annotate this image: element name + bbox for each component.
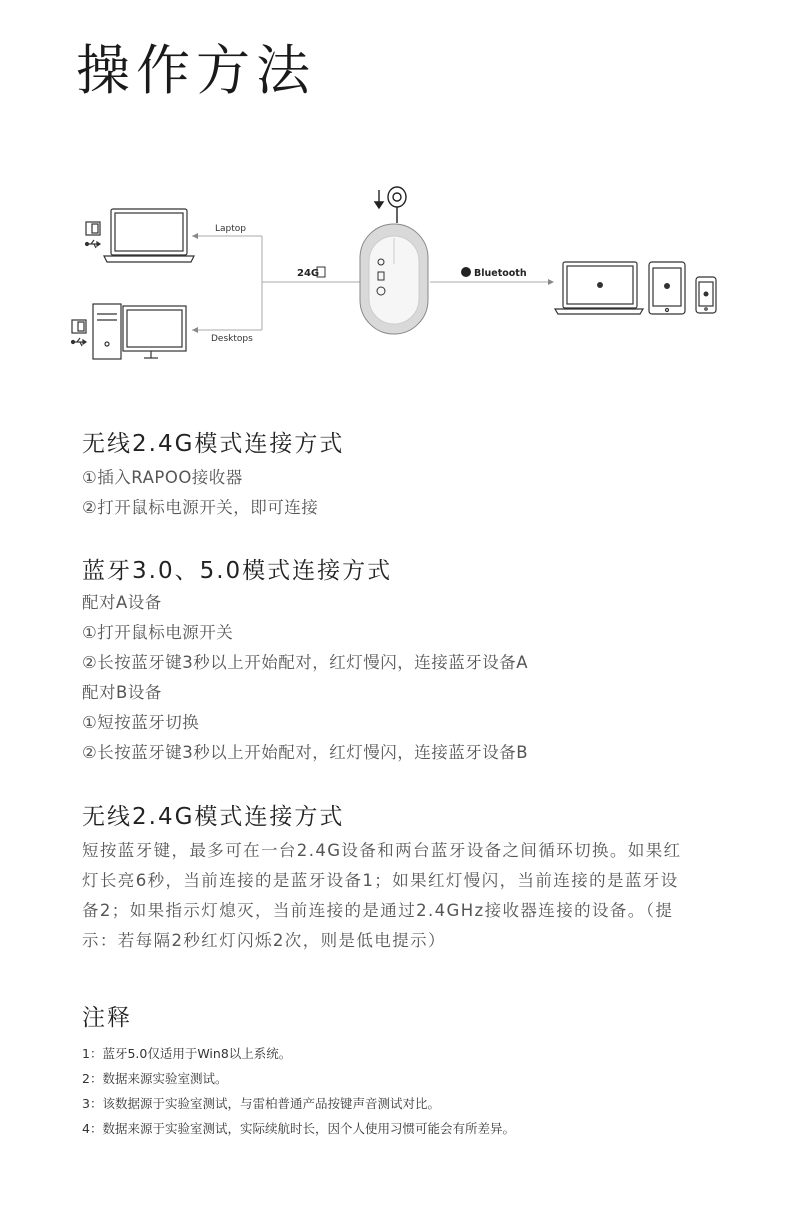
section-mode-switch [82,802,682,956]
section-bluetooth-connection [82,556,528,768]
step-1: ①插入RAPOO接收器 [82,468,243,487]
bt-line-step: ②长按蓝牙键3秒以上开始配对，红灯慢闪，连接蓝牙设备A [82,653,529,672]
bt-line-step: ①打开鼠标电源开关 [82,623,234,642]
mode-24g-label: 24G [297,268,320,279]
usb-receiver-icon [86,222,100,235]
bluetooth-icon [461,267,471,277]
page-title: 操作方法 [76,39,316,102]
bt-line-step: ②长按蓝牙键3秒以上开始配对，红灯慢闪，连接蓝牙设备B [82,743,529,762]
bt-laptop-icon [555,262,643,314]
note-item: 4：数据来源于实验室测试，实际续航时长，因个人使用习惯可能会有所差异。 [82,1121,515,1136]
arrow-to-laptop [192,233,198,239]
usb-receiver-icon [72,320,86,333]
desktop-icon [93,304,186,359]
power-switch-icon [375,187,406,223]
section-heading: 无线2.4G模式连接方式 [82,431,345,457]
tablet-icon [649,262,685,314]
notes-list [82,1041,515,1141]
section-24g-connection [82,429,344,523]
bluetooth-label: Bluetooth [474,268,527,279]
usb-symbol-icon [86,240,101,248]
note-item: 1：蓝牙5.0仅适用于Win8以上系统。 [82,1046,292,1061]
arrow-to-devices [548,279,554,285]
notes-heading: 注释 [82,1005,132,1031]
phone-icon [696,277,716,313]
bt-line-pair-b: 配对B设备 [82,683,162,702]
laptop-icon [104,209,194,262]
note-item: 3：该数据源于实验室测试，与雷柏普通产品按键声音测试对比。 [82,1096,440,1111]
arrow-to-desktop [192,327,198,333]
step-2: ②打开鼠标电源开关，即可连接 [82,498,319,517]
notes-heading-block [82,1003,132,1033]
mouse-icon [360,224,428,334]
section-heading: 无线2.4G模式连接方式 [82,804,345,830]
note-item: 2：数据来源实验室测试。 [82,1071,228,1086]
desktops-label: Desktops [211,334,253,344]
bt-line-pair-a: 配对A设备 [82,593,162,612]
usb-symbol-icon [72,338,87,346]
section-heading: 蓝牙3.0、5.0模式连接方式 [82,558,393,584]
connection-diagram [60,180,740,380]
mode-switch-paragraph: 短按蓝牙键，最多可在一台2.4G设备和两台蓝牙设备之间循环切换。如果红灯长亮6秒，当前连接的是蓝牙设备1；如果红灯慢闪，当前连接的是蓝牙设备2；如果指示灯熄灭，当前连接的是通过2.4GHz接收器连接的设备。（提示：若每隔2秒红灯闪烁2次，则是低电提示） [82,841,682,950]
bt-line-step: ①短按蓝牙切换 [82,713,200,732]
laptop-label: Laptop [215,224,246,234]
